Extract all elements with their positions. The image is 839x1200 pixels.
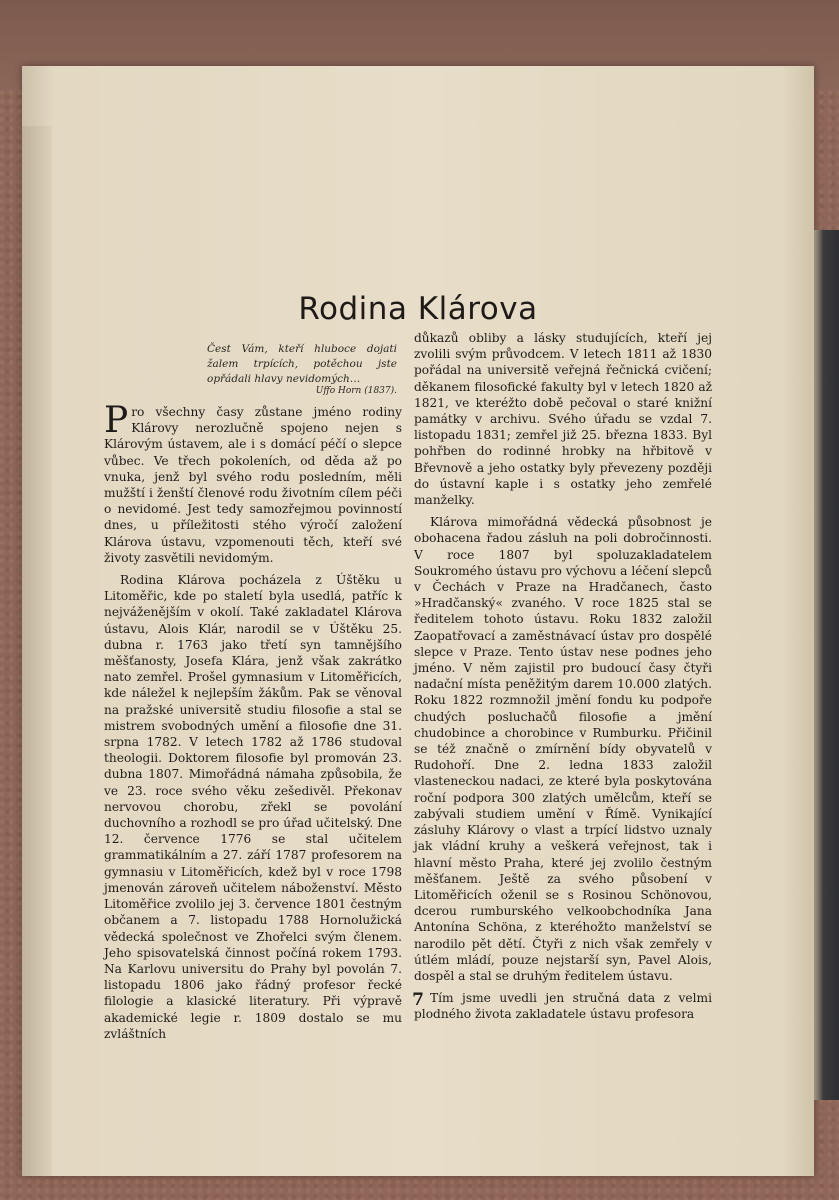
book-cover-edge (813, 230, 839, 1100)
left-column (104, 400, 402, 1048)
paragraph: Pro všechny časy zůstane jméno rodiny Klárovy nerozlučně spojeno nejen s Klárovým ústavem, ale i s domácí péčí o slepce vůbec. Ve třech pokoleních, od děda až po vnuka, jenž byl svého rodu posledním, měli mužští i ženští členové rodu životním cílem péči o nevidomé. Jest tedy samozřejmou povinností dnes, u příležitosti stého výročí založení Klárova ústavu, vzpomenouti těch, kteří své životy zasvětili nevidomým. (104, 400, 402, 565)
paragraph: Tím jsme uvedli jen stručná data z velmi plodného života zakladatele ústavu profesora (414, 991, 712, 1022)
paragraph: Klárova mimořádná vědecká působnost je obohacena řadou zásluh na poli dobročinnosti. V roce 1807 byl spoluzakladatelem Soukromého ústavu pro výchovu a léčení slepců v Čechách v Praze na Hradčanech, často »Hradčanský« zvaného. V roce 1825 stal se ředitelem tohoto ústavu. Roku 1832 založil Zaopatřovací a zaměstnávací ústav pro dospělé slepce v Praze. Tento ústav nese podnes jeho jméno. V něm zajistil pro budoucí časy čtyři nadační místa peněžitým darem 10.000 zlatých. Roku 1822 rozmnožil jmění fondu ku podpoře chudých posluchačů filosofie a jmění chudobince a chorobince v Rumburku. Přičinil se též značně o zmírnění bídy obyvatelů v Rudohoří. Dne 2. ledna 1833 založil vlasteneckou nadaci, ze které byla poskytována roční podpora 300 zlatých umělcům, kteří se zabývali studiem umění v Římě. Vynikající zásluhy Klárovy o vlast a trpící lidstvo uznaly jak vládní kruhy a veškerá veřejnost, tak i hlavní město Praha, které jej zvolilo čestným měšťanem. Ještě za svého působení v Litoměřicích oženil se s Rosinou Schönovou, dcerou rumburského velkoobchodníka Jana Antonína Schöna, z kteréhožto manželství se narodilo pět dětí. Čtyři z nich však zemřely v útlém mládí, pouze nejstarší syn, Pavel Alois, dospěl a stal se druhým ředitelem ústavu. (414, 515, 712, 983)
epigraph-source: Uffo Horn (1837). (315, 386, 397, 396)
previous-page-edge (22, 126, 52, 1176)
book-page (22, 66, 814, 1176)
page-number: 7 (412, 990, 424, 1010)
drop-cap: P (104, 400, 129, 441)
paragraph: důkazů obliby a lásky studujících, kteří jej zvolili svým průvodcem. V letech 1811 až 1830 pořádal na universitě veřejná řečnická cvičení; děkanem filosofické fakulty byl v letech 1820 až 1821, ve kteréžto době pečoval o staré knižní památky v archivu. Svého úřadu se vzdal 7. listopadu 1831; zemřel již 25. března 1833. Byl pohřben do rodinné hrobky na hřbitově v Břevnově a jeho ostatky byly převezeny později do ústavní kaple i s ostatky jeho zemřelé manželky. (414, 331, 712, 508)
epigraph-text: Čest Vám, kteří hluboce dojati žalem trpících, potěchou jste opřádali hlavy nevidomých… (207, 343, 397, 385)
paragraph: Rodina Klárova pocházela z Úštěku u Litoměřic, kde po staletí byla usedlá, patříc k nejváženějším v okolí. Také zakladatel Klárova ústavu, Alois Klár, narodil se v Úštěku 25. dubna r. 1763 jako třetí syn tamnějšího měšťanosty, Josefa Klára, jenž však zakrátko nato zemřel. Prošel gymnasium v Litoměřicích, kde náležel k nejlepším žákům. Pak se věnoval na pražské universitě studiu filosofie a stal se mistrem svobodných umění a filosofie dne 31. srpna 1782. V letech 1782 až 1786 studoval theologii. Doktorem filosofie byl promován 23. dubna 1807. Mimořádná námaha způsobila, že ve 23. roce svého věku zešedivěl. Překonav nervovou chorobu, zřekl se povolání duchovního a rozhodl se pro úřad učitelský. Dne 12. července 1776 se stal učitelem grammatikálním a 27. září 1787 profesorem na gymnasiu v Litoměřicích, kdež byl v roce 1798 jmenován zároveň učitelem náboženství. Město Litoměřice zvolilo jej 3. července 1801 čestným občanem a 7. listopadu 1788 Hornolužická vědecká společnost ve Zhořelci svým členem. Jeho spisovatelská činnost počíná rokem 1793. Na Karlovu universitu do Prahy byl povolán 7. listopadu 1806 jako řádný profesor řecké filologie a klasické literatury. Při výpravě akademické legie r. 1809 dostalo se mu zvláštních (104, 573, 402, 1041)
page-title: Rodina Klárova (298, 291, 538, 327)
right-column (414, 330, 712, 1029)
